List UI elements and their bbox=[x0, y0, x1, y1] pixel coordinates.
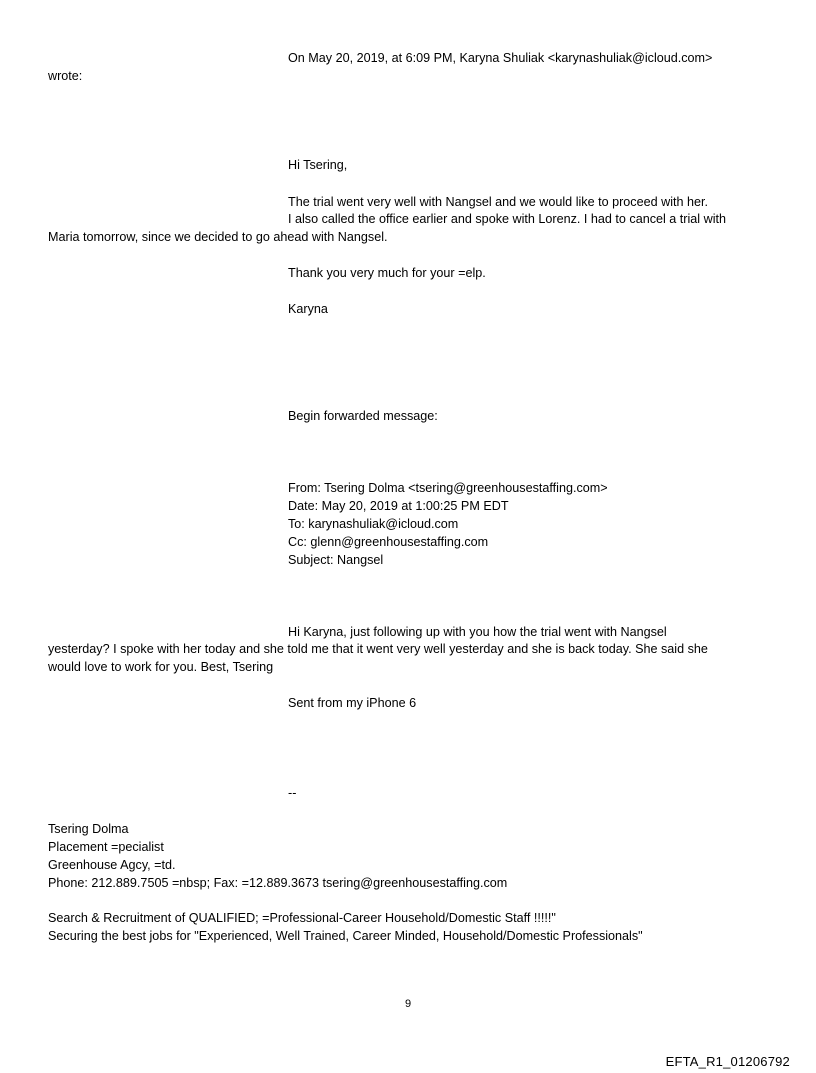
fwd-body-line: Hi Karyna, just following up with you how the trial went with Nangsel bbox=[288, 625, 667, 639]
thanks-line: Thank you very much for your =elp. bbox=[288, 266, 486, 280]
fwd-subject: Subject: Nangsel bbox=[288, 553, 384, 567]
fwd-cc: Cc: glenn@greenhousestaffing.com bbox=[288, 535, 489, 549]
signature-separator: -- bbox=[288, 786, 297, 800]
body-line: I also called the office earlier and spoke with Lorenz. I had to cancel a trial with bbox=[288, 212, 726, 226]
signature-contact: Phone: 212.889.7505 =nbsp; Fax: =12.889.3673 tsering@greenhousestaffing.com bbox=[48, 876, 508, 890]
page-number: 9 bbox=[404, 998, 412, 1010]
fwd-body-line: would love to work for you. Best, Tsering bbox=[48, 660, 274, 674]
fwd-from: From: Tsering Dolma <tsering@greenhousestaffing.com> bbox=[288, 481, 608, 495]
greeting: Hi Tsering, bbox=[288, 158, 348, 172]
signature-company: Greenhouse Agcy, =td. bbox=[48, 858, 176, 872]
reply-header-wrap: wrote: bbox=[48, 69, 83, 83]
sent-from: Sent from my iPhone 6 bbox=[288, 696, 417, 710]
fwd-date: Date: May 20, 2019 at 1:00:25 PM EDT bbox=[288, 499, 509, 513]
fwd-to: To: karynashuliak@icloud.com bbox=[288, 517, 459, 531]
body-line: The trial went very well with Nangsel and we would like to proceed with her. bbox=[288, 195, 708, 209]
signature-role: Placement =pecialist bbox=[48, 840, 164, 854]
body-line: Maria tomorrow, since we decided to go ahead with Nangsel. bbox=[48, 230, 388, 244]
reply-header: On May 20, 2019, at 6:09 PM, Karyna Shuliak <karynashuliak@icloud.com> bbox=[288, 51, 713, 65]
forwarded-label: Begin forwarded message: bbox=[288, 409, 438, 423]
document-id: EFTA_R1_01206792 bbox=[665, 1054, 790, 1069]
signature-tagline: Securing the best jobs for "Experienced, Well Trained, Career Minded, Household/Domestic Professionals" bbox=[48, 929, 643, 943]
fwd-body-line: yesterday? I spoke with her today and she told me that it went very well yesterday and she is back today. She said she bbox=[48, 642, 708, 656]
signature-name: Tsering Dolma bbox=[48, 822, 129, 836]
signature-tagline: Search & Recruitment of QUALIFIED; =Professional-Career Household/Domestic Staff !!!!!" bbox=[48, 911, 556, 925]
signoff: Karyna bbox=[288, 302, 328, 316]
